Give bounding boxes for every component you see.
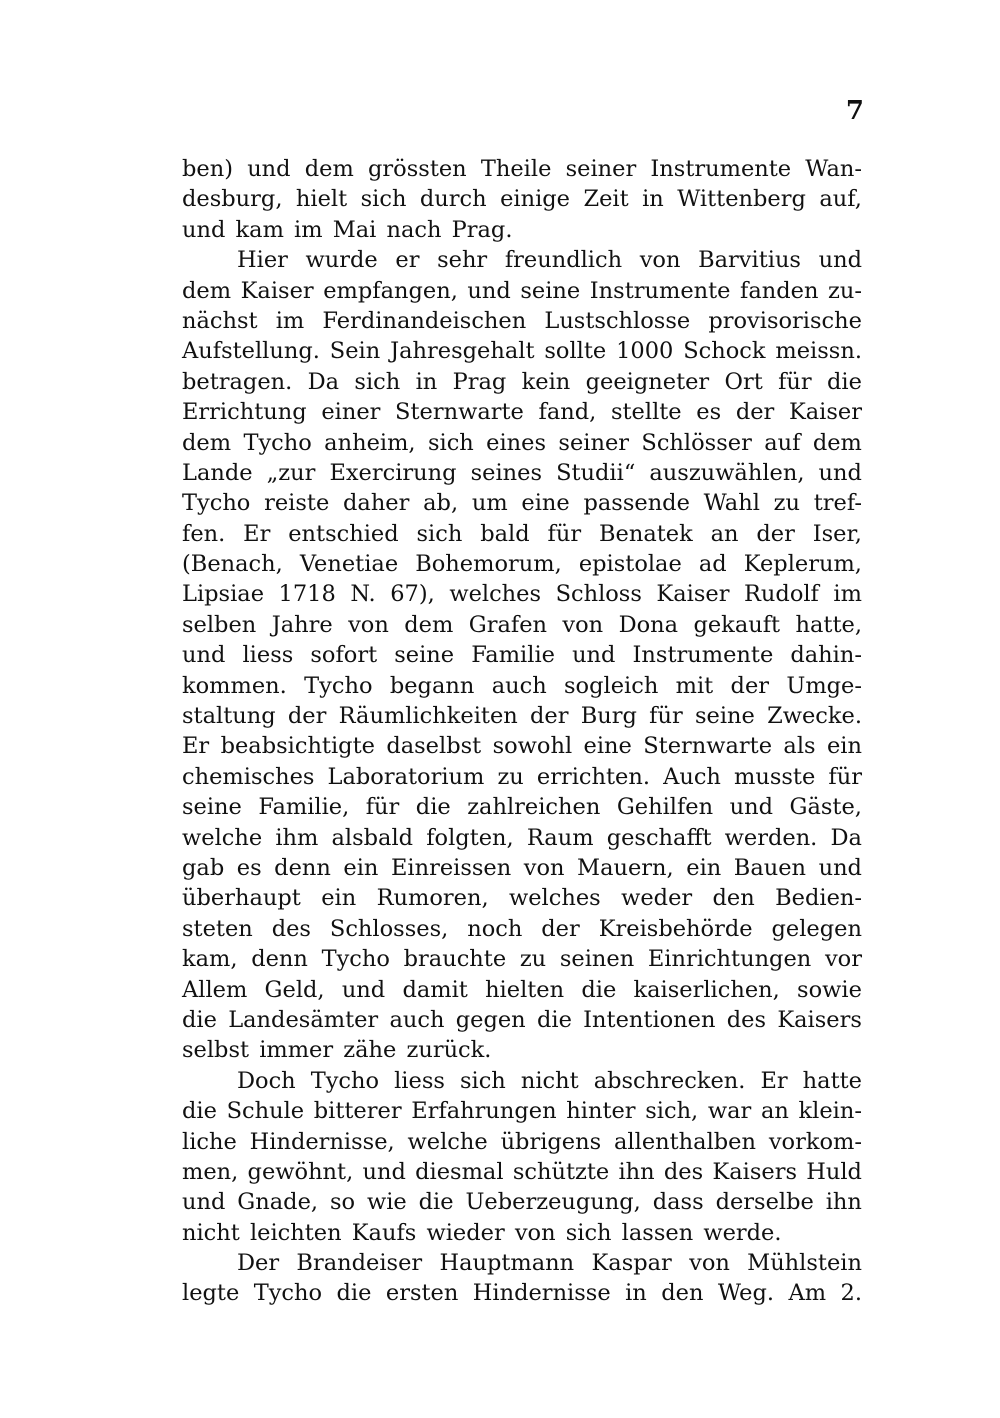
text-line: dem Tycho anheim, sich eines seiner Schlösser auf dem	[182, 429, 862, 456]
text-line: und Gnade, so wie die Ueberzeugung, dass derselbe ihn	[182, 1189, 862, 1216]
text-line: Aufstellung. Sein Jahresgehalt sollte 1000 Schock meissn.	[182, 338, 862, 365]
page-number: 7	[845, 96, 864, 126]
text-line: Allem Geld, und damit hielten die kaiserlichen, sowie	[182, 976, 862, 1003]
text-line: kommen. Tycho begann auch sogleich mit der Umge-	[182, 672, 862, 699]
text-line: dem Kaiser empfangen, und seine Instrumente fanden zu-	[182, 277, 862, 304]
text-line: Errichtung einer Sternwarte fand, stellte es der Kaiser	[182, 399, 862, 426]
text-line: welche ihm alsbald folgten, Raum geschafft werden. Da	[182, 824, 862, 851]
text-line: Lande „zur Exercirung seines Studii“ auszuwählen, und	[182, 459, 862, 486]
text-line: men, gewöhnt, und diesmal schützte ihn des Kaisers Huld	[182, 1158, 862, 1185]
text-line: selben Jahre von dem Grafen von Dona gekauft hatte,	[182, 611, 862, 638]
text-line: betragen. Da sich in Prag kein geeigneter Ort für die	[182, 368, 862, 395]
text-line: die Landesämter auch gegen die Intentionen des Kaisers	[182, 1006, 862, 1033]
text-line: desburg, hielt sich durch einige Zeit in Wittenberg auf,	[182, 186, 862, 213]
text-line: Doch Tycho liess sich nicht abschrecken. Er hatte	[237, 1067, 862, 1094]
text-line: und kam im Mai nach Prag.	[182, 216, 513, 243]
text-line: ben) und dem grössten Theile seiner Instrumente Wan-	[182, 156, 862, 182]
text-line: seine Familie, für die zahlreichen Gehilfen und Gäste,	[182, 794, 862, 821]
text-line: fen. Er entschied sich bald für Benatek an der Iser,	[182, 520, 862, 547]
text-line: Hier wurde er sehr freundlich von Barvitius und	[237, 247, 862, 274]
text-line: nicht leichten Kaufs wieder von sich lassen werde.	[182, 1219, 782, 1246]
text-line: staltung der Räumlichkeiten der Burg für seine Zwecke.	[182, 703, 862, 730]
text-line: überhaupt ein Rumoren, welches weder den Bedien-	[182, 885, 862, 912]
text-line: steten des Schlosses, noch der Kreisbehörde gelegen	[182, 915, 862, 942]
text-line: Der Brandeiser Hauptmann Kaspar von Mühlstein	[237, 1250, 862, 1277]
text-line: und liess sofort seine Familie und Instrumente dahin-	[182, 642, 862, 669]
text-line: kam, denn Tycho brauchte zu seinen Einrichtungen vor	[182, 946, 862, 973]
text-line: chemisches Laboratorium zu errichten. Auch musste für	[182, 763, 862, 790]
text-line: Tycho reiste daher ab, um eine passende Wahl zu tref-	[182, 490, 862, 517]
text-line: gab es denn ein Einreissen von Mauern, ein Bauen und	[182, 854, 862, 881]
text-line: die Schule bitterer Erfahrungen hinter sich, war an klein-	[182, 1098, 862, 1125]
text-line: nächst im Ferdinandeischen Lustschlosse provisorische	[182, 307, 862, 334]
text-line: Er beabsichtigte daselbst sowohl eine Sternwarte als ein	[182, 733, 862, 760]
text-line: Lipsiae 1718 N. 67), welches Schloss Kaiser Rudolf im	[182, 581, 862, 608]
text-line: (Benach, Venetiae Bohemorum, epistolae ad Keplerum,	[182, 551, 862, 578]
body-text	[182, 154, 862, 1309]
text-line: legte Tycho die ersten Hindernisse in den Weg. Am 2.	[182, 1280, 862, 1307]
text-line: liche Hindernisse, welche übrigens allenthalben vorkom-	[182, 1128, 862, 1155]
text-line: selbst immer zähe zurück.	[182, 1037, 492, 1064]
